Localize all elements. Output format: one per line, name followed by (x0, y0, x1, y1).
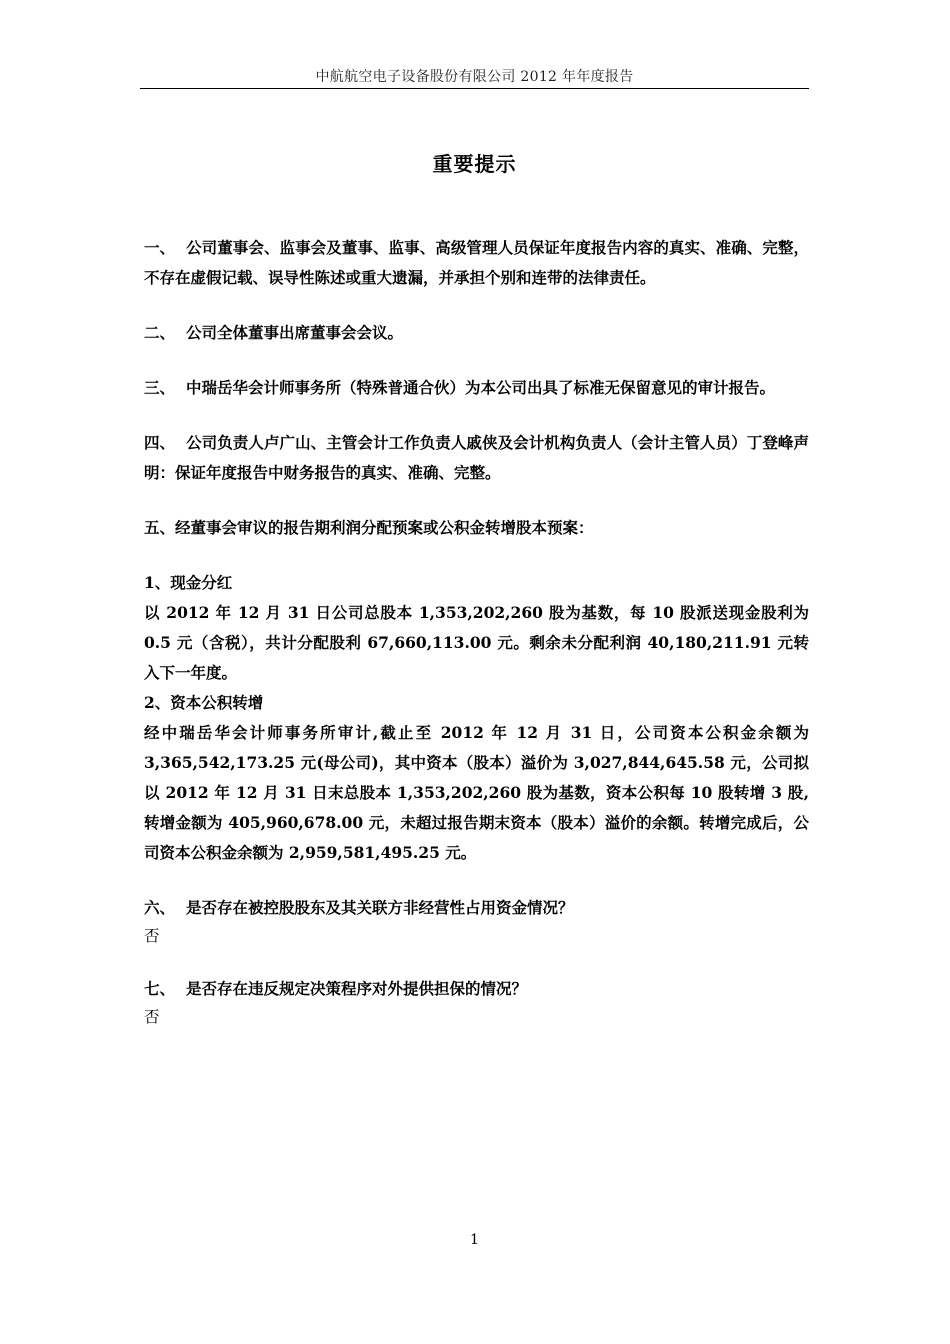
question-text: 是否存在被控股股东及其关联方非经营性占用资金情况？ (186, 898, 574, 917)
question-6 (144, 893, 809, 923)
question-6-answer: 否 (144, 927, 160, 945)
document-body (144, 233, 809, 1030)
notice-item-label: 三、 (144, 378, 176, 397)
notice-item-4 (144, 428, 809, 488)
question-7 (144, 974, 809, 1004)
notice-item-text: 公司负责人卢广山、主管会计工作负责人戚侠及会计机构负责人（会计主管人员）丁登峰声明：保证年度报告中财务报告的真实、准确、完整。 (144, 433, 809, 482)
notice-item-label: 一、 (144, 238, 176, 257)
notice-item-1 (144, 233, 809, 293)
capital-reserve-text: 经中瑞岳华会计师事务所审计,截止至 2012 年 12 月 31 日，公司资本公积金余额为 3,365,542,173.25 元(母公司)，其中资本（股本）溢价为 3,027,844,645.58 元，公司拟以 2012 年 12 月 31 日末总股本 1,353,202,260 股为基数，资本公积每 10 股转增 3 股,转增金额为 405,960,678.00 元，未超过报告期末资本（股本）溢价的余额。转增完成后，公司资本公积金余额为 2,959,581,495.25 元。 (144, 723, 809, 862)
cash-dividend-text: 以 2012 年 12 月 31 日公司总股本 1,353,202,260 股为基数，每 10 股派送现金股利为 0.5 元（含税），共计分配股利 67,660,113.00 元。剩余未分配利润 40,180,211.91 元转入下一年度。 (144, 603, 809, 682)
page-header: 中航航空电子设备股份有限公司 2012 年年度报告 (315, 69, 634, 85)
header-divider (140, 88, 809, 89)
page-number: 1 (470, 1232, 479, 1248)
notice-item-3 (144, 373, 809, 403)
section-5-heading: 五、经董事会审议的报告期利润分配预案或公积金转增股本预案： (144, 518, 594, 537)
question-7-answer: 否 (144, 1008, 160, 1026)
question-label: 六、 (144, 898, 176, 917)
capital-reserve-heading: 2、资本公积转增 (144, 693, 264, 712)
cash-dividend-heading: 1、现金分红 (144, 573, 233, 592)
notice-item-label: 二、 (144, 323, 176, 342)
notice-item-text: 公司董事会、监事会及董事、监事、高级管理人员保证年度报告内容的真实、准确、完整，不存在虚假记载、误导性陈述或重大遗漏，并承担个别和连带的法律责任。 (144, 238, 809, 287)
page-title: 重要提示 (432, 152, 517, 176)
notice-item-label: 四、 (144, 433, 176, 452)
question-label: 七、 (144, 979, 176, 998)
notice-item-text: 中瑞岳华会计师事务所（特殊普通合伙）为本公司出具了标准无保留意见的审计报告。 (186, 378, 776, 397)
notice-item-2 (144, 318, 809, 348)
notice-item-text: 公司全体董事出席董事会会议。 (186, 323, 404, 342)
question-text: 是否存在违反规定决策程序对外提供担保的情况？ (186, 979, 528, 998)
